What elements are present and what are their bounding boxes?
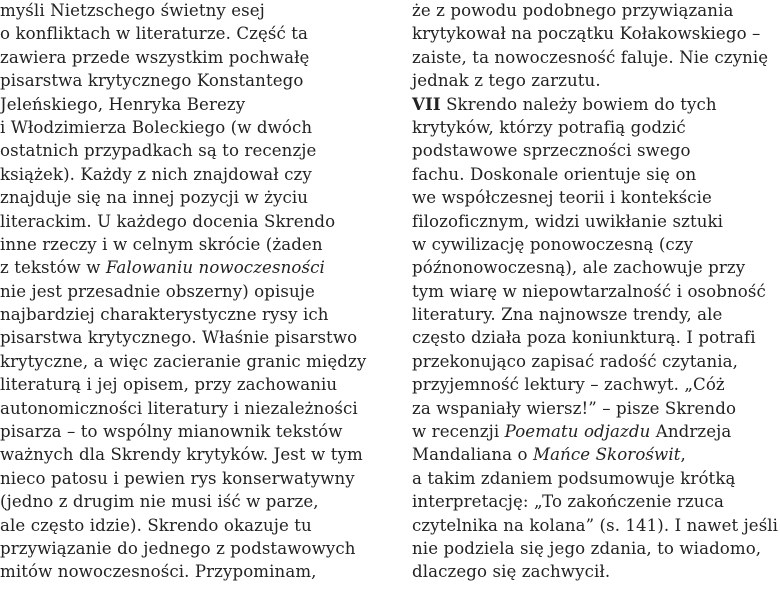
- text-segment: książek). Każdy z nich znajdował czy: [0, 164, 312, 184]
- text-segment: interpretację: „To zakończenie rzuca: [412, 492, 724, 512]
- text-segment: krytykował na początku Kołakowskiego –: [412, 24, 761, 44]
- text-line: [412, 350, 778, 373]
- section-number: VII: [412, 93, 441, 114]
- text-line: [412, 514, 777, 537]
- text-line: [0, 69, 385, 92]
- text-segment: znajduje się na innej pozycji w życiu: [0, 188, 309, 208]
- text-line: [412, 256, 778, 279]
- text-segment: zaiste, ta nowoczesność faluje. Nie czynię: [412, 47, 769, 67]
- text-line: [412, 537, 778, 560]
- text-line: [412, 490, 778, 513]
- text-line: [0, 22, 385, 45]
- text-segment: pisarstwa krytycznego Konstantego: [0, 71, 304, 91]
- text-line: [0, 116, 385, 139]
- text-line: [0, 280, 385, 303]
- text-segment: późnonowoczesną), ale zachowuje przy: [412, 258, 746, 278]
- text-segment: krytyczne, a więc zacieranie granic między: [0, 351, 367, 371]
- text-segment: ale często idzie). Skrendo okazuje tu: [0, 515, 312, 535]
- text-segment: mitów nowoczesności. Przypominam,: [0, 562, 317, 582]
- text-line: [412, 186, 778, 209]
- text-line: [412, 420, 778, 443]
- text-line: [412, 116, 778, 139]
- text-line: [0, 350, 385, 373]
- text-line: [412, 233, 778, 256]
- text-segment: najbardziej charakterystyczne rysy ich: [0, 305, 329, 325]
- text-column-right: [412, 0, 778, 584]
- text-segment: podstawowe sprzeczności swego: [412, 141, 691, 161]
- text-segment: pisarza – to wspólny mianownik tekstów: [0, 422, 343, 442]
- text-segment: Andrzeja: [650, 422, 732, 442]
- text-line: [412, 22, 778, 45]
- text-line: [0, 373, 385, 396]
- text-line: [412, 397, 778, 420]
- text-segment: za wspaniały wiersz!” – pisze Skrendo: [412, 398, 737, 418]
- text-line: [412, 210, 778, 233]
- text-line: [0, 163, 385, 186]
- text-segment: literatury. Zna najnowsze trendy, ale: [412, 305, 723, 325]
- text-line: [0, 303, 385, 326]
- italic-title: Falowaniu nowoczesności: [105, 258, 325, 278]
- text-segment: nieco patosu i pewien rys konserwatywny: [0, 468, 355, 488]
- text-segment: o konfliktach w literaturze. Część ta: [0, 24, 309, 44]
- text-line: [0, 560, 385, 583]
- text-segment: ważnych dla Skrendy krytyków. Jest w tym: [0, 445, 363, 465]
- text-line: [0, 420, 385, 443]
- text-segment: we współczesnej teorii i kontekście: [412, 188, 712, 208]
- text-segment: jednak z tego zarzutu.: [412, 71, 601, 91]
- text-segment: Mandaliana o: [412, 445, 534, 465]
- text-segment: ostatnich przypadkach są to recenzje: [0, 141, 317, 161]
- text-column-left: [0, 0, 385, 584]
- text-line: [0, 537, 385, 560]
- text-segment: zawiera przede wszystkim pochwałę: [0, 47, 310, 67]
- text-segment: przyjemność lektury – zachwyt. „Cóż: [412, 375, 725, 395]
- text-segment: autonomiczności literatury i niezależności: [0, 398, 358, 418]
- text-line: [0, 186, 385, 209]
- text-segment: Skrendo należy bowiem do tych: [440, 94, 717, 114]
- text-line: [412, 69, 778, 92]
- text-segment: przywiązanie do jednego z podstawowych: [0, 538, 356, 558]
- text-segment: literaturą i jej opisem, przy zachowaniu: [0, 375, 338, 395]
- text-segment: czytelnika na kolana” (s. 141). I nawet jeśli: [412, 515, 779, 535]
- text-line: [412, 326, 778, 349]
- text-line: [412, 93, 778, 116]
- text-line: [412, 560, 778, 583]
- italic-title: Mańce Skoroświt: [533, 445, 681, 465]
- text-line: [0, 443, 385, 466]
- text-segment: filozoficznym, widzi uwikłanie sztuki: [412, 211, 724, 231]
- text-line: [0, 93, 385, 116]
- text-line: [0, 514, 385, 537]
- text-segment: a takim zdaniem podsumowuje krótką: [412, 468, 736, 488]
- text-line: [412, 467, 778, 490]
- text-segment: ,: [680, 445, 686, 465]
- text-line: [412, 443, 778, 466]
- text-segment: nie jest przesadnie obszerny) opisuje: [0, 281, 315, 301]
- text-line: [412, 280, 778, 303]
- text-segment: często działa poza koniunkturą. I potrafi: [412, 328, 756, 348]
- text-segment: i Włodzimierza Boleckiego (w dwóch: [0, 117, 313, 137]
- text-line: [412, 163, 778, 186]
- text-line: [0, 233, 385, 256]
- text-segment: fachu. Doskonale orientuje się on: [412, 164, 697, 184]
- text-segment: nie podziela się jego zdania, to wiadomo,: [412, 538, 762, 558]
- text-line: [0, 326, 385, 349]
- text-line: [0, 397, 385, 420]
- text-line: [412, 46, 778, 69]
- text-line: [0, 490, 385, 513]
- text-segment: tym wiarę w niepowtarzalność i osobność: [412, 281, 766, 301]
- text-segment: Jeleńskiego, Henryka Berezy: [0, 94, 246, 114]
- text-line: [412, 303, 778, 326]
- text-segment: inne rzeczy i w celnym skrócie (żaden: [0, 234, 323, 254]
- text-segment: dlaczego się zachwycił.: [412, 562, 611, 582]
- text-segment: myśli Nietzschego świetny esej: [0, 1, 265, 20]
- text-segment: przekonująco zapisać radość czytania,: [412, 351, 739, 371]
- text-segment: literackim. U każdego docenia Skrendo: [0, 211, 336, 231]
- text-segment: z tekstów w: [0, 258, 106, 278]
- text-segment: (jedno z drugim nie musi iść w parze,: [0, 492, 319, 512]
- text-segment: krytyków, którzy potrafią godzić: [412, 117, 686, 137]
- text-line: [0, 467, 385, 490]
- text-line: [0, 0, 385, 22]
- text-line: [412, 0, 778, 22]
- text-line: [0, 46, 385, 69]
- text-line: [0, 210, 385, 233]
- text-line: [0, 256, 385, 279]
- text-segment: że z powodu podobnego przywiązania: [412, 1, 734, 20]
- italic-title: Poematu odjazdu: [504, 422, 651, 442]
- text-line: [0, 139, 385, 162]
- text-line: [412, 139, 778, 162]
- text-segment: pisarstwa krytycznego. Właśnie pisarstwo: [0, 328, 358, 348]
- text-segment: w cywilizację ponowoczesną (czy: [412, 234, 694, 254]
- text-segment: w recenzji: [412, 422, 505, 442]
- text-line: [412, 373, 778, 396]
